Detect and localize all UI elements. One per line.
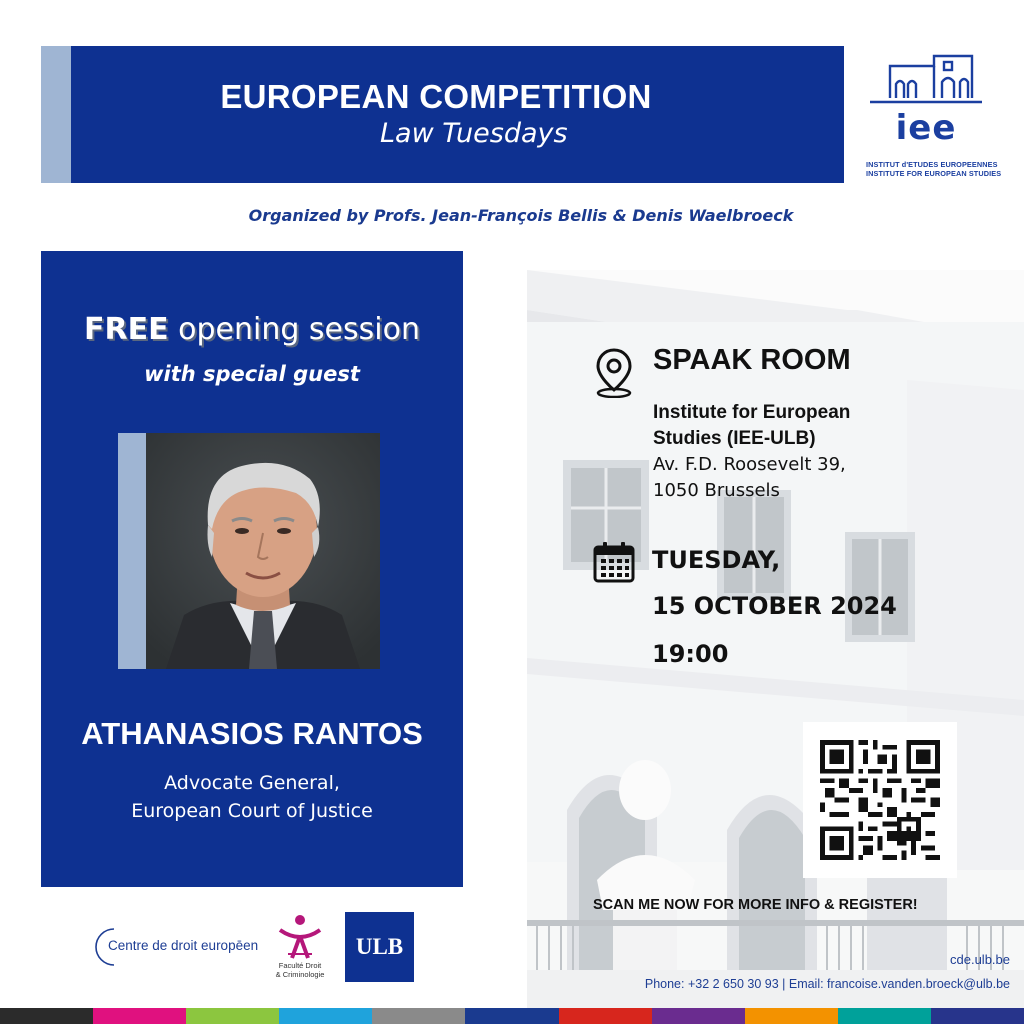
special-guest-label: with special guest [144,362,360,386]
free-label: FREE [84,312,169,347]
color-strip-segment [838,1008,931,1024]
guest-role-line-2: European Court of Justice [131,800,373,822]
event-date: 15 OCTOBER 2024 [652,592,897,620]
venue-institute-line-1: Institute for European [653,402,851,423]
color-strip [0,1008,1024,1024]
color-strip-segment [372,1008,465,1024]
event-weekday: TUESDAY, [652,546,781,574]
faculty-line-1: Faculté Droit [278,961,322,970]
iee-logo-word: iee [895,108,957,148]
event-subtitle: Law Tuesdays [380,118,568,149]
contact-line[interactable]: Phone: +32 2 650 30 93 | Email: francoise.vanden.broeck@ulb.be [644,977,1010,991]
guest-portrait-photo [146,433,380,669]
venue-institute-line-2: Studies (IEE-ULB) [653,428,816,449]
guest-role-line-1: Advocate General, [164,772,340,794]
guest-role [41,769,463,825]
free-session-heading [41,312,463,347]
faculty-line-2: & Criminologie [275,970,325,979]
qr-caption: SCAN ME NOW FOR MORE INFO & REGISTER! [593,897,918,913]
map-pin-icon [592,346,636,398]
banner-accent-stripe [41,46,71,183]
ulb-logo: ULB [345,912,414,982]
event-title: EUROPEAN COMPETITION [220,78,652,115]
color-strip-segment [745,1008,838,1024]
iee-logo-caption-fr: INSTITUT d'ETUDES EUROPEENNES [866,160,998,169]
venue-address-line-1: Av. F.D. Roosevelt 39, [653,454,846,475]
color-strip-segment [652,1008,745,1024]
color-strip-segment [93,1008,186,1024]
color-strip-segment [465,1008,558,1024]
color-strip-segment [0,1008,93,1024]
calendar-icon [592,541,636,583]
opening-session-label: opening session [168,312,420,347]
faculty-logo-text [264,961,336,979]
photo-accent-stripe [118,433,146,669]
color-strip-segment [186,1008,279,1024]
color-strip-segment [931,1008,1024,1024]
venue-address [653,452,846,504]
color-strip-segment [279,1008,372,1024]
guest-name: ATHANASIOS RANTOS [81,716,423,751]
website-link[interactable]: cde.ulb.be [950,952,1010,967]
venue-room: SPAAK ROOM [653,344,851,376]
event-time: 19:00 [652,640,729,668]
cde-logo-text: Centre de droit europēen [108,938,259,953]
iee-logo-caption-en: INSTITUTE FOR EUROPEAN STUDIES [866,169,1002,178]
venue-institute [653,400,850,452]
organizers-line: Organized by Profs. Jean-François Bellis & Denis Waelbroeck [248,206,794,225]
qr-code[interactable] [803,722,957,878]
color-strip-segment [559,1008,652,1024]
venue-address-line-2: 1050 Brussels [653,480,780,501]
